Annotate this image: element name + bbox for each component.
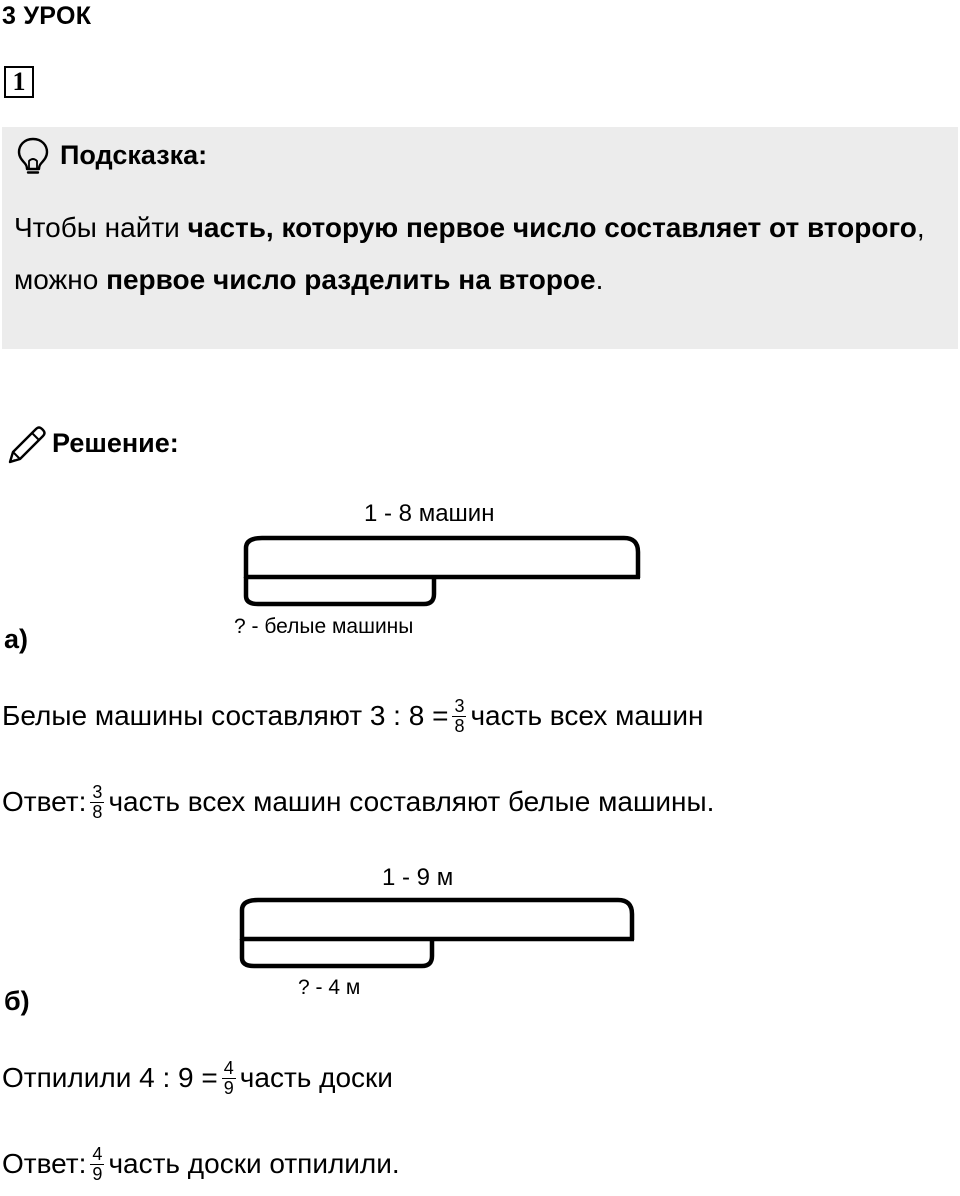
lightbulb-icon	[16, 136, 50, 176]
part-b-calc-after: часть доски	[239, 1062, 393, 1093]
part-a-answer	[2, 770, 714, 834]
fraction-numerator: 4	[92, 1143, 103, 1164]
diagram-a-part-label: ? - белые машины	[234, 615, 414, 638]
diagram-a-total-label: 1 - 8 машин	[364, 500, 495, 527]
part-a-calc-after: часть всех машин	[470, 700, 704, 731]
part-b-calc-fraction	[222, 1059, 236, 1098]
diagram-b-total-label: 1 - 9 м	[382, 864, 454, 891]
part-a-calculation	[2, 684, 704, 748]
fraction-numerator: 3	[454, 695, 465, 716]
pencil-icon	[4, 424, 48, 466]
fraction-denominator: 8	[454, 715, 465, 736]
fraction-numerator: 3	[92, 781, 103, 802]
hint-text-plain-1: Чтобы найти	[14, 212, 188, 243]
lesson-title: 3 УРОК	[2, 2, 92, 30]
hint-text-bold-1: часть, которую первое число составляет от второго	[187, 212, 917, 243]
answer-prefix: Ответ:	[2, 786, 87, 817]
fraction-denominator: 9	[223, 1077, 234, 1098]
part-b-answer-fraction	[90, 1145, 104, 1184]
diagram-b-segments	[230, 892, 642, 974]
part-b-answer-text: часть доски отпилили.	[108, 1148, 400, 1179]
solution-title: Решение:	[52, 428, 179, 458]
answer-prefix: Ответ:	[2, 1148, 87, 1179]
part-a-calc-text: Белые машины составляют 3 : 8 =	[2, 700, 449, 731]
part-a-answer-fraction	[90, 783, 104, 822]
hint-text-plain-2: , можно	[14, 212, 925, 295]
part-b-calculation	[2, 1046, 393, 1110]
fraction-denominator: 8	[92, 801, 103, 822]
task-number: 1	[4, 66, 34, 98]
part-b-label: б)	[4, 986, 30, 1016]
fraction-denominator: 9	[92, 1163, 103, 1184]
diagram-a-segments	[236, 530, 648, 612]
part-a-calc-fraction	[452, 697, 466, 736]
hint-text	[14, 202, 944, 306]
hint-text-plain-3: .	[595, 264, 604, 295]
part-a-label: а)	[4, 624, 29, 654]
part-b-calc-text: Отпилили 4 : 9 =	[2, 1062, 218, 1093]
hint-title: Подсказка:	[60, 140, 208, 170]
hint-text-bold-2: первое число разделить на второе	[106, 264, 596, 295]
fraction-numerator: 4	[223, 1057, 234, 1078]
part-a-answer-text: часть всех машин составляют белые машины.	[108, 786, 715, 817]
diagram-b-part-label: ? - 4 м	[298, 976, 361, 999]
part-b-answer	[2, 1132, 400, 1196]
